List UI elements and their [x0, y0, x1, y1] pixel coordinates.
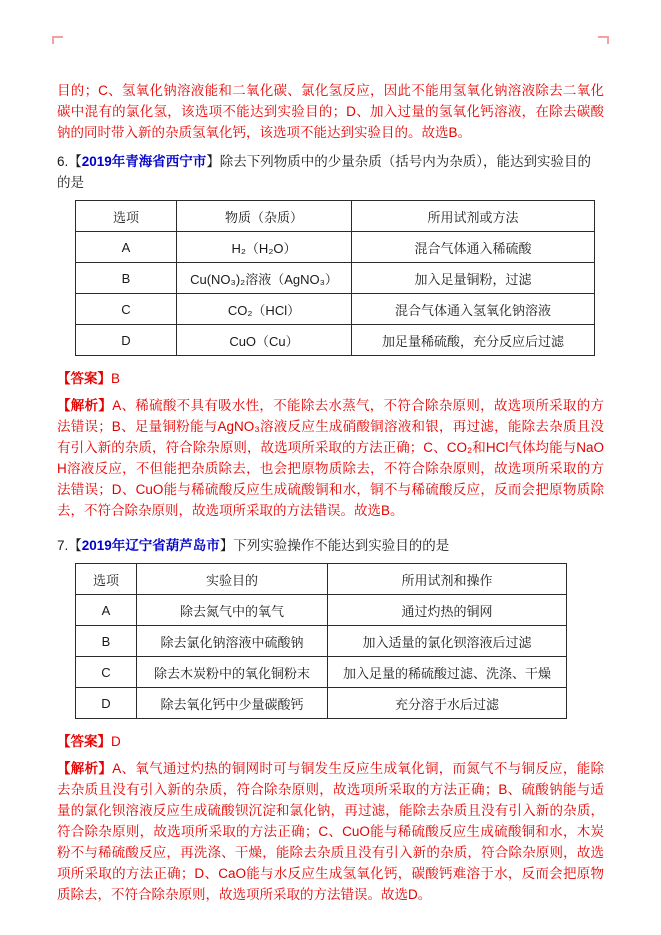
table-cell: 加入足量的稀硫酸过滤、洗涤、干燥 — [328, 657, 567, 688]
table-row — [76, 325, 595, 356]
table-header-cell: 实验目的 — [137, 564, 328, 595]
table-header-cell: 选项 — [76, 201, 177, 232]
table-cell: D — [76, 688, 137, 719]
table-cell: 混合气体通入氢氧化钠溶液 — [352, 294, 595, 325]
table-cell: C — [76, 657, 137, 688]
question-stem-text: 】除去下列物质中的少量杂质（括号内为杂质），能达到实验目的的是 — [57, 154, 592, 190]
table-row — [76, 657, 567, 688]
crop-mark-top-left — [52, 36, 63, 44]
question-source: 2019年辽宁省葫芦岛市 — [81, 538, 220, 553]
table-cell: CuO（Cu） — [177, 325, 352, 356]
table-cell: B — [76, 626, 137, 657]
crop-mark-top-right — [598, 36, 609, 44]
question-6-answer-line — [57, 368, 604, 389]
table-cell: C — [76, 294, 177, 325]
table-cell: 通过灼热的铜网 — [328, 595, 567, 626]
question-number: 7.【 — [57, 538, 82, 553]
question-stem-text: 】下列实验操作不能达到实验目的的是 — [219, 538, 450, 553]
question-7-answer-line — [57, 731, 604, 752]
table-row — [76, 626, 567, 657]
table-row — [76, 294, 595, 325]
table-row — [76, 232, 595, 263]
table-cell: 除去木炭粉中的氧化铜粉末 — [137, 657, 328, 688]
table-cell: 加入适量的氯化钡溶液后过滤 — [328, 626, 567, 657]
table-header-cell: 所用试剂和操作 — [328, 564, 567, 595]
table-cell: Cu(NO₃)₂溶液（AgNO₃） — [177, 263, 352, 294]
analysis-label: 【解析】 — [57, 398, 113, 413]
table-cell: 充分溶于水后过滤 — [328, 688, 567, 719]
table-cell: 加入足量铜粉，过滤 — [352, 263, 595, 294]
table-cell: 除去氮气中的氧气 — [137, 595, 328, 626]
question-7-table — [75, 563, 567, 719]
question-6-analysis — [57, 395, 604, 521]
analysis-tail-paragraph: 目的；C、氢氧化钠溶液能和二氧化碳、氯化氢反应，因此不能用氢氧化钠溶液除去二氧化碳中混有的氯化氢，该选项不能达到实验目的；D、加入过量的氢氧化钙溶液，在除去碳酸钠的同时带入新的杂质氢氧化钙，该选项不能达到实验目的。故选B。 — [57, 83, 604, 140]
answer-label: 【答案】 — [57, 734, 111, 749]
table-row — [76, 688, 567, 719]
question-number: 6.【 — [57, 154, 82, 169]
table-cell: 混合气体通入稀硫酸 — [352, 232, 595, 263]
table-header-row — [76, 201, 595, 232]
table-header-cell: 选项 — [76, 564, 137, 595]
question-7-analysis — [57, 758, 604, 905]
table-header-cell: 物质（杂质） — [177, 201, 352, 232]
answer-label: 【答案】 — [57, 371, 111, 386]
table-row — [76, 263, 595, 294]
table-cell: B — [76, 263, 177, 294]
table-cell: 除去氯化钠溶液中硫酸钠 — [137, 626, 328, 657]
answer-value: B — [111, 371, 121, 386]
analysis-text: A、稀硫酸不具有吸水性，不能除去水蒸气，不符合除杂原则，故选项所采取的方法错误；B、足量铜粉能与AgNO₃溶液反应生成硝酸铜溶液和银，再过滤，能除去杂质且没有引入新的杂质，符合除杂原则，故选项所采取的方法正确；C、CO₂和HCl气体均能与NaOH溶液反应，不但能把杂质除去，也会把原物质除去，不符合除杂原则，故选项所采取的方法错误；D、CuO能与稀硫酸反应生成硫酸铜和水，铜不与稀硫酸反应，反而会把原物质除去，不符合除杂原则，故选项所采取的方法错误。故选B。 — [57, 398, 604, 518]
table-header-row — [76, 564, 567, 595]
analysis-label: 【解析】 — [57, 761, 113, 776]
table-cell: 除去氧化钙中少量碳酸钙 — [137, 688, 328, 719]
table-cell: A — [76, 595, 137, 626]
table-cell: D — [76, 325, 177, 356]
table-row — [76, 595, 567, 626]
table-cell: CO₂（HCl） — [177, 294, 352, 325]
table-header-cell: 所用试剂或方法 — [352, 201, 595, 232]
table-cell: H₂（H₂O） — [177, 232, 352, 263]
question-7-stem — [57, 535, 604, 556]
table-cell: A — [76, 232, 177, 263]
document-content — [57, 80, 604, 919]
table-cell: 加足量稀硫酸，充分反应后过滤 — [352, 325, 595, 356]
question-6-stem — [57, 151, 604, 193]
question-6-table — [75, 200, 595, 356]
analysis-text: A、氧气通过灼热的铜网时可与铜发生反应生成氧化铜，而氮气不与铜反应，能除去杂质且没有引入新的杂质，符合除杂原则，故选项所采取的方法正确；B、硫酸钠能与适量的氯化钡溶液反应生成硫酸钡沉淀和氯化钠，再过滤，能除去杂质且没有引入新的杂质，符合除杂原则，故选项所采取的方法正确；C、CuO能与稀硫酸反应生成硫酸铜和水，木炭粉不与稀硫酸反应，再洗涤、干燥，能除去杂质且没有引入新的杂质，符合除杂原则，故选项所采取的方法正确；D、CaO能与水反应生成氢氧化钙，碳酸钙难溶于水，反而会把原物质除去，不符合除杂原则，故选项所采取的方法错误。故选D。 — [57, 761, 604, 902]
answer-value: D — [111, 734, 121, 749]
question-source: 2019年青海省西宁市 — [81, 154, 207, 169]
